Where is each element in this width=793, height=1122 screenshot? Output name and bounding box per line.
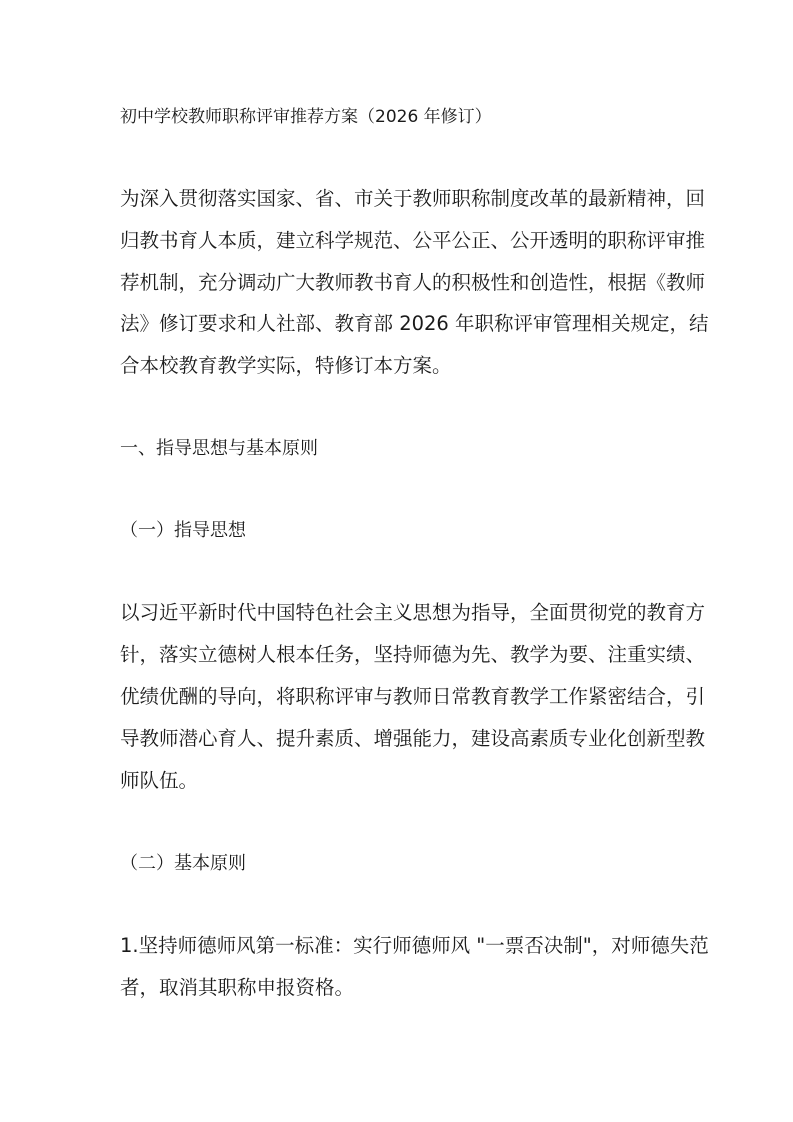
section-heading: 一、指导思想与基本原则 (120, 438, 318, 459)
intro-line: 归教书育人本质，建立科学规范、公平公正、公开透明的职称评审推 (120, 229, 706, 252)
document-title: 初中学校教师职称评审推荐方案（2026 年修订） (120, 107, 492, 127)
paragraph-line: 以习近平新时代中国特色社会主义思想为指导，全面贯彻党的教育方 (120, 601, 706, 624)
paragraph-line: 针，落实立德树人根本任务，坚持师德为先、教学为要、注重实绩、 (120, 643, 706, 666)
list-item-line: 者，取消其职称申报资格。 (120, 976, 355, 999)
subsection-heading: （二）基本原则 (120, 853, 246, 874)
intro-line: 为深入贯彻落实国家、省、市关于教师职称制度改革的最新精神，回 (120, 187, 706, 210)
intro-line: 合本校教育教学实际，特修订本方案。 (120, 354, 452, 377)
paragraph-line: 优绩优酬的导向，将职称评审与教师日常教育教学工作紧密结合，引 (120, 685, 706, 708)
subsection-heading: （一）指导思想 (120, 520, 246, 541)
intro-line: 法》修订要求和人社部、教育部 2026 年职称评审管理相关规定，结 (120, 312, 709, 335)
paragraph-line: 导教师潜心育人、提升素质、增强能力，建设高素质专业化创新型教 (120, 727, 706, 750)
intro-line: 荐机制，充分调动广大教师教书育人的积极性和创造性，根据《教师 (120, 271, 706, 294)
paragraph-line: 师队伍。 (120, 769, 199, 792)
list-item-line: 1.坚持师德师风第一标准：实行师德师风 "一票否决制"，对师德失范 (120, 934, 709, 957)
